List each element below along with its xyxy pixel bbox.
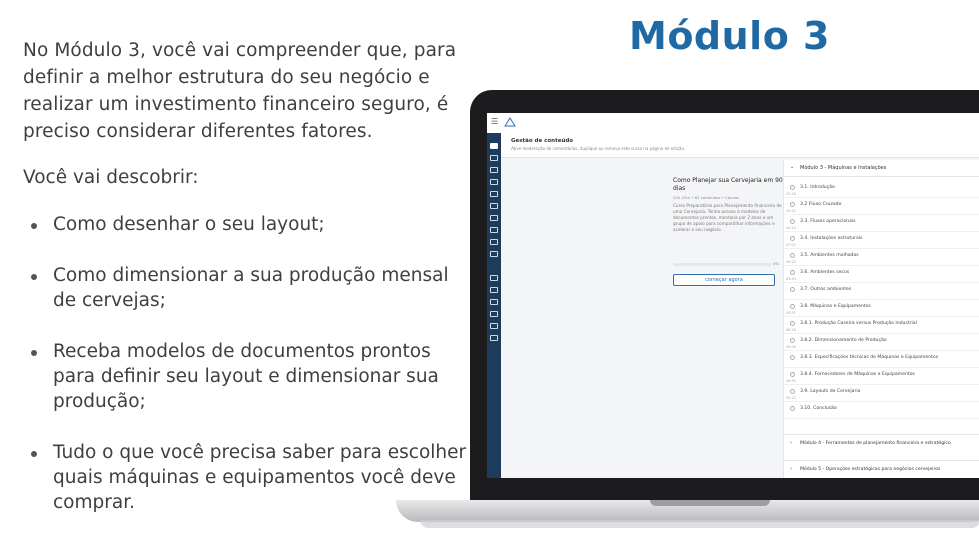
bullet-text: Tudo o que você precisa saber para escolher quais máquinas e equipamentos você deve comprar. [53, 442, 467, 513]
lesson-duration: 05:10 [786, 396, 796, 400]
flag-icon[interactable] [490, 251, 498, 257]
gear-icon[interactable] [490, 335, 498, 341]
lesson-title: 3.3. Fluxos operacionais [800, 219, 856, 224]
course-card [673, 177, 783, 287]
lesson-status-icon [790, 270, 795, 275]
menu-icon[interactable]: ☰ [491, 117, 499, 126]
lesson-status-icon [790, 185, 795, 190]
lesson-item[interactable] [784, 384, 979, 402]
lesson-status-icon [790, 389, 795, 394]
grid-icon[interactable] [490, 203, 498, 209]
lesson-status-icon [790, 287, 795, 292]
module-3-header[interactable] [784, 160, 979, 177]
module-title: Módulo 3 - Máquinas e Instalações [800, 165, 887, 171]
start-course-button[interactable]: começar agora [673, 274, 775, 286]
lesson-duration: 04:10 [786, 226, 796, 230]
lesson-status-icon [790, 236, 795, 241]
lesson-title: 3.1. Introdução [800, 185, 835, 190]
course-progress-label: 0% [773, 261, 780, 266]
module-heading: Módulo 3 [629, 14, 830, 58]
lesson-duration: 08:18 [786, 328, 796, 332]
logo-icon [503, 116, 517, 128]
course-meta: 22h 47m • 62 conteúdos • Canvas [673, 195, 740, 200]
lesson-item[interactable] [784, 401, 979, 419]
mail-icon[interactable] [490, 299, 498, 305]
lesson-status-icon [790, 321, 795, 326]
lesson-status-icon [790, 338, 795, 343]
bullet-list [31, 212, 471, 541]
lesson-duration: 03:43 [786, 277, 796, 281]
lesson-item[interactable] [784, 180, 979, 198]
course-progress-bar [673, 263, 771, 266]
lesson-status-icon [790, 304, 795, 309]
module-title: Módulo 5 - Operações estratégicas para negócios cervejeiros [800, 467, 941, 472]
lock-icon[interactable] [490, 275, 498, 281]
chevron-down-icon: ⌄ [790, 164, 795, 170]
cloud-icon[interactable] [490, 311, 498, 317]
lesson-duration: 06:54 [786, 379, 796, 383]
module-5-header[interactable] [784, 460, 979, 478]
lesson-title: 3.8. Máquinas e Equipamentos [800, 304, 871, 309]
module-title: Módulo 4 - Ferramentas de planejamento financeiro e estratégico [800, 441, 951, 446]
lesson-item[interactable] [784, 333, 979, 351]
lesson-item[interactable] [784, 316, 979, 334]
clipboard-icon[interactable] [490, 155, 498, 161]
bullet-item [31, 212, 471, 237]
course-title: Como Planejar sua Cervejaria em 90 dias [673, 177, 783, 192]
page-title: Gestão de conteúdo [511, 138, 574, 144]
lesson-title: 3.5. Ambientes molhados [800, 253, 859, 258]
lesson-status-icon [790, 355, 795, 360]
lesson-title: 3.6. Ambientes secos [800, 270, 850, 275]
bullet-dot-icon [31, 223, 37, 229]
lesson-item[interactable] [784, 231, 979, 249]
page-subtitle: Ative moderação de comentários, duplique ou remova este curso na página de edição. [511, 146, 686, 151]
bullet-dot-icon [31, 350, 37, 356]
chevron-right-icon: › [790, 466, 792, 472]
bullet-text: Receba modelos de documentos prontos para definir seu layout e dimensionar sua produção; [53, 341, 439, 412]
lesson-duration: 05:22 [786, 209, 796, 213]
lesson-item[interactable] [784, 299, 979, 317]
chevron-right-icon: › [790, 440, 792, 446]
document-icon[interactable] [490, 287, 498, 293]
lesson-item[interactable] [784, 214, 979, 232]
bullet-text: Como desenhar o seu layout; [53, 214, 325, 235]
app-content [501, 133, 979, 478]
chat-icon[interactable] [490, 227, 498, 233]
bullet-item [31, 339, 471, 414]
lesson-duration: 06:20 [786, 260, 796, 264]
lesson-item[interactable] [784, 248, 979, 266]
lesson-status-icon [790, 202, 795, 207]
lesson-item[interactable] [784, 197, 979, 215]
bullet-item [31, 263, 471, 313]
lesson-item[interactable] [784, 282, 979, 300]
intro-paragraph: No Módulo 3, você vai compreender que, para definir a melhor estrutura do seu negócio e realizar um investimento financeiro seguro, é preciso considerar diferentes fatores. [23, 40, 457, 142]
lesson-title: 3.9. Layouts de Cervejaria [800, 389, 861, 394]
lesson-title: 3.8.3. Especificações técnicas de Máquinas e Equipamentos [800, 355, 939, 360]
lesson-title: 3.7. Outros ambientes [800, 287, 852, 292]
archive-icon[interactable] [490, 179, 498, 185]
laptop-notch [650, 500, 770, 506]
module-4-header[interactable] [784, 434, 979, 453]
bag-icon[interactable] [490, 191, 498, 197]
lesson-status-icon [790, 406, 795, 411]
lesson-title: 3.8.4. Fornecedores de Máquinas e Equipamentos [800, 372, 915, 377]
tag-icon[interactable] [490, 215, 498, 221]
lesson-title: 3.8.1. Produção Caseira versus Produção Industrial [800, 321, 917, 326]
lesson-title: 3.4. Instalações estruturais [800, 236, 863, 241]
lesson-duration: 09:08 [786, 345, 796, 349]
lead-text: Você vai descobrir: [23, 167, 199, 188]
app-sidebar [487, 133, 501, 478]
lesson-title: 3.10. Conclusão [800, 406, 837, 411]
lesson-item[interactable] [784, 367, 979, 385]
lesson-duration: 07:02 [786, 243, 796, 247]
lesson-item[interactable] [784, 265, 979, 283]
app-topbar [487, 113, 979, 134]
lesson-duration: 05:31 [786, 311, 796, 315]
layers-icon[interactable] [490, 323, 498, 329]
lesson-status-icon [790, 372, 795, 377]
lesson-item[interactable] [784, 350, 979, 368]
module-panel [783, 160, 979, 478]
lesson-title: 3.8.2. Dimensionamento de Produção [800, 338, 887, 343]
bullet-dot-icon [31, 274, 37, 280]
lesson-duration: 03:16 [786, 192, 796, 196]
bullet-dot-icon [31, 451, 37, 457]
box-icon[interactable] [490, 167, 498, 173]
lesson-status-icon [790, 253, 795, 258]
calendar-icon[interactable] [490, 239, 498, 245]
lesson-title: 3.2 Fluxo Cruzado [800, 202, 842, 207]
lesson-status-icon [790, 219, 795, 224]
course-description: Curso Preparatório para Planejamento financeiro de uma Cervejaria. Tenha acesso à modelos de documentos prontos, mentoria por 2 anos e um grupo de apoio para compartilhar informações e acelerar o seu negócio. [673, 203, 782, 232]
bullet-text: Como dimensionar a sua produção mensal de cervejas; [53, 265, 449, 311]
page-header [501, 133, 979, 158]
home-icon[interactable] [490, 143, 498, 149]
laptop-shadow [420, 520, 979, 528]
laptop-screen [487, 113, 979, 478]
